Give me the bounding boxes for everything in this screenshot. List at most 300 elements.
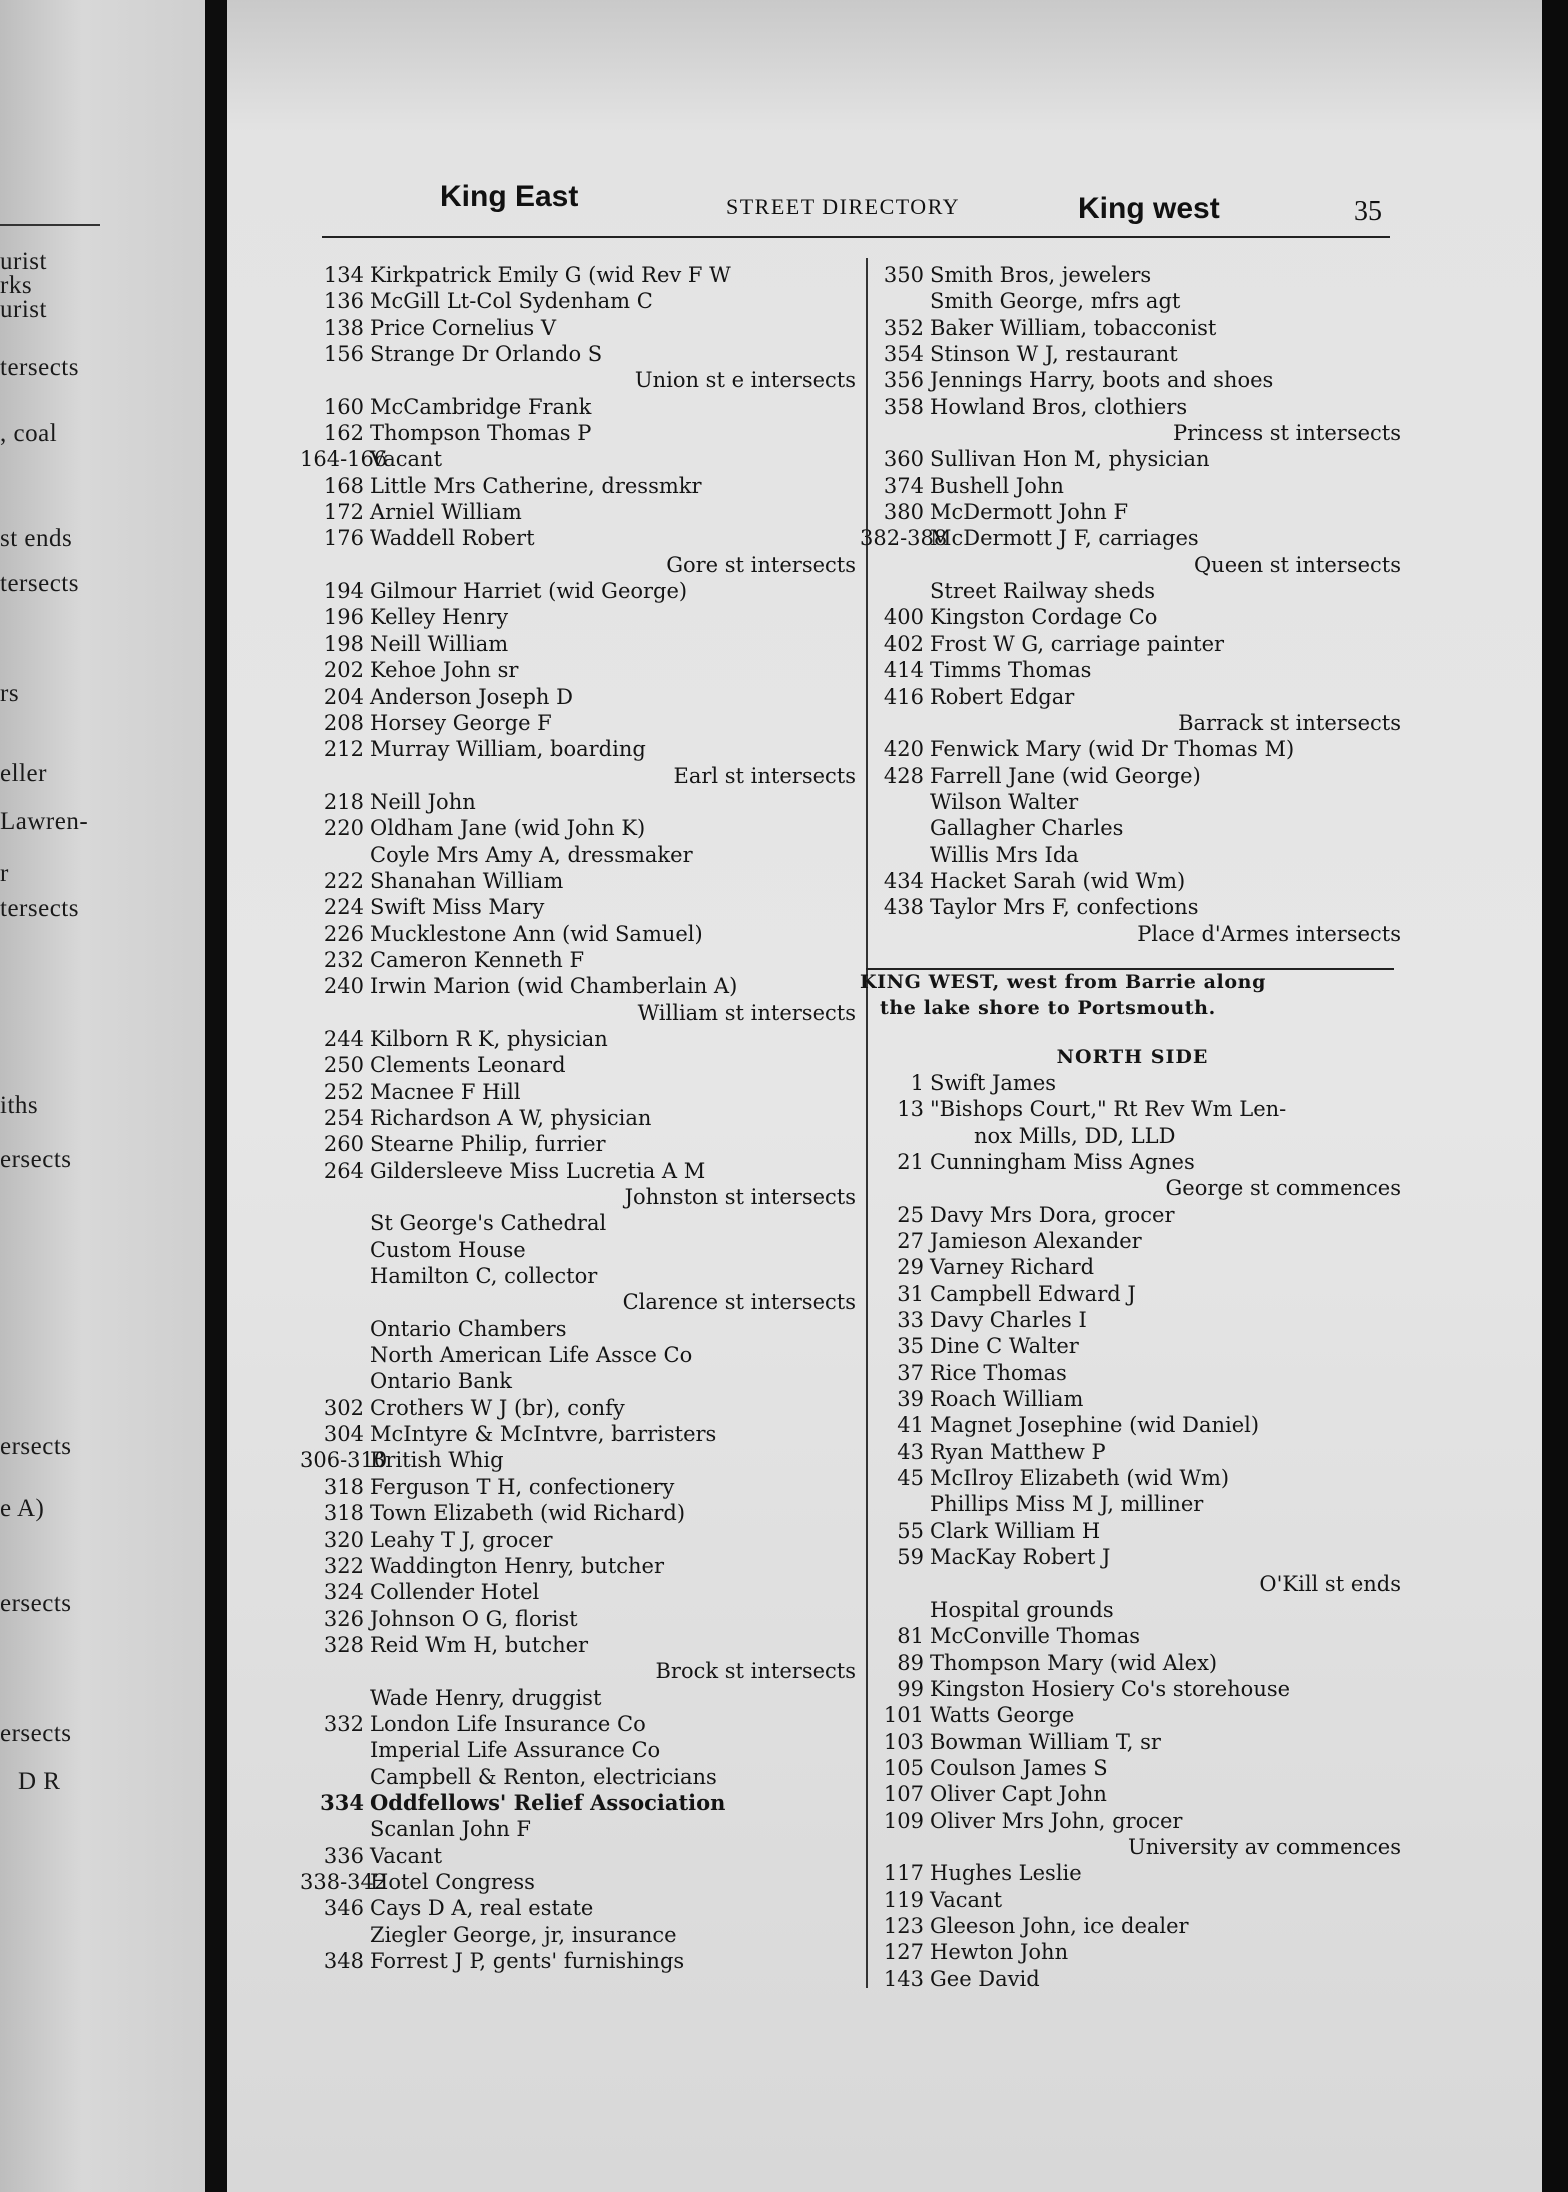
cross-street-line xyxy=(860,921,1405,947)
entry-text: Imperial Life Assurance Co xyxy=(370,1738,661,1763)
street-number: 222 xyxy=(323,868,364,893)
street-number: 434 xyxy=(883,868,924,893)
directory-entry xyxy=(860,1860,1405,1886)
cross-street-line xyxy=(860,420,1405,446)
entry-text: Cays D A, real estate xyxy=(370,1896,594,1921)
directory-entry xyxy=(300,1368,860,1394)
cross-street-line xyxy=(300,1184,860,1210)
street-number: 212 xyxy=(323,737,364,762)
street-number: 306-310 xyxy=(300,1448,388,1473)
directory-entry xyxy=(860,1281,1405,1307)
street-number: 400 xyxy=(883,605,924,630)
margin-fragment: D R xyxy=(18,1768,61,1795)
directory-entry xyxy=(300,1474,860,1500)
entry-text: Watts George xyxy=(930,1703,1075,1728)
margin-fragment: r xyxy=(0,860,9,887)
street-number: 252 xyxy=(323,1079,364,1104)
directory-entry xyxy=(300,1421,860,1447)
entry-text: Willis Mrs Ida xyxy=(930,842,1079,867)
street-number: 334 xyxy=(320,1789,364,1815)
street-number: 360 xyxy=(883,447,924,472)
entry-text: Gee David xyxy=(930,1966,1040,1991)
street-number: 196 xyxy=(323,605,364,630)
directory-entry xyxy=(300,499,860,525)
street-number: 220 xyxy=(323,816,364,841)
entry-text: Ferguson T H, confectionery xyxy=(370,1474,675,1499)
entry-text: Reid Wm H, butcher xyxy=(370,1632,589,1657)
cross-street-line xyxy=(300,552,860,578)
entry-text: Vacant xyxy=(370,1843,443,1868)
entry-text: Shanahan William xyxy=(370,868,564,893)
directory-entry xyxy=(300,631,860,657)
street-number: 328 xyxy=(323,1632,364,1657)
street-number: 168 xyxy=(323,473,364,498)
entry-text: Gallagher Charles xyxy=(930,816,1124,841)
directory-entry xyxy=(860,1676,1405,1702)
street-number: 414 xyxy=(883,658,924,683)
street-number: 41 xyxy=(897,1413,924,1438)
directory-entry xyxy=(300,578,860,604)
entry-text: St George's Cathedral xyxy=(370,1211,607,1236)
left-column xyxy=(300,262,860,1974)
street-number: 29 xyxy=(897,1255,924,1280)
street-number: 89 xyxy=(897,1650,924,1675)
directory-entry xyxy=(300,1316,860,1342)
street-number: 260 xyxy=(323,1132,364,1157)
directory-entry xyxy=(860,1022,1405,1044)
directory-entry xyxy=(300,1158,860,1184)
directory-entry xyxy=(860,1070,1405,1096)
directory-entry xyxy=(300,815,860,841)
directory-entry xyxy=(300,973,860,999)
street-number: 136 xyxy=(323,289,364,314)
directory-entry xyxy=(860,499,1405,525)
street-number: 354 xyxy=(883,342,924,367)
scan-border xyxy=(1542,0,1568,2192)
street-number: 160 xyxy=(323,394,364,419)
directory-entry xyxy=(860,1491,1405,1517)
directory-entry xyxy=(860,1096,1405,1122)
directory-entry xyxy=(300,1948,860,1974)
street-number: 37 xyxy=(897,1360,924,1385)
entry-text: Hospital grounds xyxy=(930,1597,1114,1622)
directory-entry xyxy=(860,1228,1405,1254)
entry-text: Kelley Henry xyxy=(370,605,509,630)
adjacent-page-rule xyxy=(0,224,100,226)
street-number: 346 xyxy=(323,1896,364,1921)
entry-text: Smith Bros, jewelers xyxy=(930,263,1152,287)
entry-text: Oliver Mrs John, grocer xyxy=(930,1808,1183,1833)
running-head-left: King East xyxy=(440,180,579,213)
entry-text: Princess st intersects xyxy=(1172,421,1401,446)
street-number: 194 xyxy=(323,579,364,604)
entry-text: Cunningham Miss Agnes xyxy=(930,1150,1195,1174)
cross-street-line xyxy=(300,763,860,789)
entry-text: Bowman William T, sr xyxy=(930,1729,1161,1754)
entry-text: Fenwick Mary (wid Dr Thomas M) xyxy=(930,737,1295,762)
street-number: 356 xyxy=(883,368,924,393)
margin-fragment: e A) xyxy=(0,1495,45,1522)
entry-text: NORTH SIDE xyxy=(1056,1045,1209,1068)
entry-text: Farrell Jane (wid George) xyxy=(930,763,1201,788)
entry-text: Taylor Mrs F, confections xyxy=(930,895,1199,920)
margin-fragment: Lawren- xyxy=(0,808,89,835)
entry-text: British Whig xyxy=(370,1448,504,1473)
margin-fragment: tersects xyxy=(0,895,79,922)
cross-street-line xyxy=(860,1175,1405,1201)
directory-entry xyxy=(860,1966,1405,1992)
directory-entry xyxy=(300,288,860,314)
directory-entry xyxy=(860,1149,1405,1175)
entry-text: Kilborn R K, physician xyxy=(370,1026,608,1051)
street-number: 143 xyxy=(883,1966,924,1991)
street-number: 350 xyxy=(883,263,924,287)
directory-entry xyxy=(300,947,860,973)
cross-street-line xyxy=(300,1289,860,1315)
entry-text: Wilson Walter xyxy=(930,789,1079,814)
entry-text: Vacant xyxy=(930,1887,1003,1912)
street-number: 13 xyxy=(897,1097,924,1122)
entry-text: McCambridge Frank xyxy=(370,394,592,419)
entry-text: Oliver Capt John xyxy=(930,1782,1107,1807)
street-number: 101 xyxy=(883,1703,924,1728)
directory-entry xyxy=(300,1500,860,1526)
entry-text: Queen st intersects xyxy=(1193,552,1401,577)
entry-text: McIntyre & McIntvre, barristers xyxy=(370,1422,717,1447)
margin-fragment: rks xyxy=(0,272,33,299)
street-number: 81 xyxy=(897,1624,924,1649)
entry-text: Street Railway sheds xyxy=(930,579,1156,604)
entry-text: Barrack st intersects xyxy=(1178,710,1401,735)
cross-street-line xyxy=(300,1000,860,1026)
directory-entry xyxy=(860,394,1405,420)
directory-entry xyxy=(300,1395,860,1421)
directory-entry xyxy=(300,341,860,367)
directory-entry xyxy=(300,1843,860,1869)
entry-text: Swift Miss Mary xyxy=(370,895,545,920)
directory-entry xyxy=(300,1079,860,1105)
street-number: 35 xyxy=(897,1334,924,1359)
entry-text: O'Kill st ends xyxy=(1259,1571,1401,1596)
entry-text: Hamilton C, collector xyxy=(370,1264,598,1289)
street-number: 348 xyxy=(323,1949,364,1973)
directory-entry xyxy=(300,1737,860,1763)
street-number: 27 xyxy=(897,1229,924,1254)
directory-entry xyxy=(860,789,1405,815)
entry-text: Jamieson Alexander xyxy=(930,1229,1142,1254)
entry-text: Strange Dr Orlando S xyxy=(370,342,603,367)
entry-text: Johnston st intersects xyxy=(624,1185,856,1210)
street-number: 156 xyxy=(323,342,364,367)
entry-text: Scanlan John F xyxy=(370,1817,531,1842)
directory-entry xyxy=(860,1729,1405,1755)
entry-text: Mucklestone Ann (wid Samuel) xyxy=(370,921,703,946)
street-number: 322 xyxy=(323,1553,364,1578)
directory-entry xyxy=(860,1386,1405,1412)
directory-entry xyxy=(860,1808,1405,1834)
entry-text: Campbell & Renton, electricians xyxy=(370,1764,717,1789)
entry-text: Macnee F Hill xyxy=(370,1079,521,1104)
margin-fragment: urist xyxy=(0,296,47,323)
street-number: 31 xyxy=(897,1281,924,1306)
street-number: 226 xyxy=(323,921,364,946)
header-rule xyxy=(322,236,1390,238)
margin-fragment: iths xyxy=(0,1092,39,1119)
directory-entry xyxy=(860,315,1405,341)
directory-entry xyxy=(300,1711,860,1737)
entry-text: Custom House xyxy=(370,1237,526,1262)
directory-entry xyxy=(860,947,1405,969)
directory-entry xyxy=(860,1544,1405,1570)
entry-text: Smith George, mfrs agt xyxy=(930,289,1181,314)
entry-text: Earl st intersects xyxy=(673,763,856,788)
street-number: 254 xyxy=(323,1106,364,1130)
entry-text: Collender Hotel xyxy=(370,1580,540,1605)
directory-entry xyxy=(300,420,860,446)
entry-text: London Life Insurance Co xyxy=(370,1711,646,1736)
directory-entry xyxy=(860,367,1405,393)
directory-entry xyxy=(860,1202,1405,1228)
entry-text: Kehoe John sr xyxy=(370,658,519,683)
directory-entry xyxy=(860,684,1405,710)
street-number: 134 xyxy=(323,263,364,287)
entry-text: McIlroy Elizabeth (wid Wm) xyxy=(930,1466,1230,1491)
directory-entry xyxy=(860,1913,1405,1939)
directory-entry xyxy=(860,578,1405,604)
directory-entry xyxy=(860,1702,1405,1728)
entry-text: Forrest J P, gents' furnishings xyxy=(370,1949,685,1973)
entry-text: McConville Thomas xyxy=(930,1624,1140,1649)
directory-entry xyxy=(860,815,1405,841)
directory-entry xyxy=(860,1254,1405,1280)
directory-entry xyxy=(300,710,860,736)
street-number: 324 xyxy=(323,1580,364,1605)
margin-fragment: rs xyxy=(0,680,20,707)
entry-text: Neill William xyxy=(370,631,509,656)
entry-text: McGill Lt-Col Sydenham C xyxy=(370,289,653,314)
entry-text: Hotel Congress xyxy=(370,1869,535,1894)
street-number: 25 xyxy=(897,1202,924,1227)
directory-entry xyxy=(860,1412,1405,1438)
street-number: 232 xyxy=(323,947,364,972)
street-number: 55 xyxy=(897,1518,924,1543)
entry-text: Crothers W J (br), confy xyxy=(370,1395,625,1420)
directory-entry xyxy=(300,736,860,762)
street-number: 420 xyxy=(883,737,924,762)
margin-fragment: ersects xyxy=(0,1146,72,1173)
street-number: 39 xyxy=(897,1387,924,1412)
directory-entry xyxy=(300,1632,860,1658)
directory-entry xyxy=(860,763,1405,789)
directory-entry xyxy=(300,446,860,472)
directory-entry xyxy=(860,1939,1405,1965)
directory-entry xyxy=(860,1650,1405,1676)
cross-street-line xyxy=(860,1834,1405,1860)
street-number: 318 xyxy=(323,1474,364,1499)
entry-text: Stearne Philip, furrier xyxy=(370,1132,606,1157)
entry-text: Kirkpatrick Emily G (wid Rev F W xyxy=(370,263,731,287)
directory-entry xyxy=(300,1105,860,1131)
street-number: 105 xyxy=(883,1755,924,1780)
directory-entry xyxy=(860,995,1405,1021)
entry-text: Brock st intersects xyxy=(655,1659,856,1684)
street-number: 302 xyxy=(323,1395,364,1420)
street-number: 326 xyxy=(323,1606,364,1631)
entry-text: Ziegler George, jr, insurance xyxy=(370,1922,677,1947)
right-column xyxy=(860,262,1405,1992)
entry-text: Davy Charles I xyxy=(930,1308,1087,1333)
entry-text: Roach William xyxy=(930,1387,1084,1412)
street-number: 109 xyxy=(883,1808,924,1833)
street-number: 218 xyxy=(323,789,364,814)
street-number: 59 xyxy=(897,1545,924,1570)
directory-entry xyxy=(860,657,1405,683)
street-number: 99 xyxy=(897,1676,924,1701)
entry-text: Clements Leonard xyxy=(370,1053,566,1078)
book-gutter xyxy=(205,0,227,2192)
entry-text: University av commences xyxy=(1128,1834,1401,1859)
entry-text: Hacket Sarah (wid Wm) xyxy=(930,868,1186,893)
entry-text: Swift James xyxy=(930,1070,1057,1095)
cross-street-line xyxy=(300,367,860,393)
cross-street-line xyxy=(860,552,1405,578)
directory-entry xyxy=(860,631,1405,657)
margin-fragment: eller xyxy=(0,760,47,787)
entry-text: Anderson Joseph D xyxy=(370,684,573,709)
directory-entry xyxy=(300,1553,860,1579)
directory-entry xyxy=(300,894,860,920)
directory-entry xyxy=(300,1869,860,1895)
entry-text: Richardson A W, physician xyxy=(370,1106,652,1130)
directory-entry xyxy=(860,1123,1405,1149)
street-number: 380 xyxy=(883,500,924,525)
street-number: 138 xyxy=(323,315,364,340)
entry-text: Jennings Harry, boots and shoes xyxy=(930,368,1274,393)
directory-entry xyxy=(860,1465,1405,1491)
directory-entry xyxy=(300,1026,860,1052)
street-number: 382-388 xyxy=(860,526,948,551)
directory-entry xyxy=(300,657,860,683)
entry-text: Little Mrs Catherine, dressmkr xyxy=(370,473,702,498)
directory-entry xyxy=(860,341,1405,367)
cross-street-line xyxy=(860,1571,1405,1597)
entry-text: Robert Edgar xyxy=(930,684,1075,709)
directory-entry xyxy=(300,1790,860,1816)
entry-text: McDermott J F, carriages xyxy=(930,526,1199,551)
entry-text: Irwin Marion (wid Chamberlain A) xyxy=(370,974,738,999)
directory-entry xyxy=(300,921,860,947)
entry-text: Waddell Robert xyxy=(370,526,535,551)
margin-fragment: ersects xyxy=(0,1720,72,1747)
street-number: 21 xyxy=(897,1150,924,1174)
directory-entry xyxy=(860,1781,1405,1807)
street-number: 264 xyxy=(323,1158,364,1183)
entry-text: Ontario Chambers xyxy=(370,1316,567,1341)
margin-fragment: tersects xyxy=(0,570,79,597)
section-heading xyxy=(860,1044,1405,1070)
directory-entry xyxy=(300,604,860,630)
entry-text: Thompson Mary (wid Alex) xyxy=(930,1650,1218,1675)
directory-entry xyxy=(300,842,860,868)
directory-entry xyxy=(860,1518,1405,1544)
directory-entry xyxy=(300,789,860,815)
directory-entry xyxy=(860,473,1405,499)
entry-text: McDermott John F xyxy=(930,500,1129,525)
entry-text: Johnson O G, florist xyxy=(370,1606,578,1631)
directory-entry xyxy=(300,1606,860,1632)
entry-text: Dine C Walter xyxy=(930,1334,1079,1359)
street-number: 402 xyxy=(883,631,924,656)
directory-entry xyxy=(860,262,1405,288)
street-number: 162 xyxy=(323,421,364,446)
directory-entry xyxy=(300,1342,860,1368)
entry-text: Rice Thomas xyxy=(930,1360,1067,1385)
margin-fragment: , coal xyxy=(0,420,58,447)
street-number: 204 xyxy=(323,684,364,709)
street-number: 428 xyxy=(883,763,924,788)
directory-entry xyxy=(300,315,860,341)
street-number: 117 xyxy=(883,1861,924,1886)
margin-fragment: ersects xyxy=(0,1590,72,1617)
street-number: 103 xyxy=(883,1729,924,1754)
running-head-right: King west xyxy=(1078,192,1220,225)
street-number: 43 xyxy=(897,1439,924,1464)
entry-text: Gore st intersects xyxy=(666,552,856,577)
directory-entry xyxy=(860,842,1405,868)
margin-fragment: ersects xyxy=(0,1433,72,1460)
directory-entry xyxy=(860,446,1405,472)
directory-entry xyxy=(860,894,1405,920)
directory-entry xyxy=(860,288,1405,314)
entry-text: Ryan Matthew P xyxy=(930,1439,1106,1464)
street-number: 224 xyxy=(323,895,364,920)
entry-text: Davy Mrs Dora, grocer xyxy=(930,1202,1175,1227)
entry-text: Kingston Cordage Co xyxy=(930,605,1158,630)
cross-street-line xyxy=(860,710,1405,736)
directory-entry xyxy=(860,1439,1405,1465)
entry-text: the lake shore to Portsmouth. xyxy=(880,997,1216,1020)
street-number: 176 xyxy=(323,526,364,551)
margin-fragment: st ends xyxy=(0,525,73,552)
directory-entry xyxy=(860,1307,1405,1333)
entry-text: Vacant xyxy=(370,447,443,472)
street-number: 172 xyxy=(323,500,364,525)
street-number: 320 xyxy=(323,1527,364,1552)
street-number: 1 xyxy=(910,1070,924,1095)
directory-entry xyxy=(300,1210,860,1236)
entry-text: Hewton John xyxy=(930,1940,1069,1965)
directory-entry xyxy=(300,473,860,499)
directory-entry xyxy=(860,604,1405,630)
margin-fragment: urist xyxy=(0,248,47,275)
directory-entry xyxy=(860,1360,1405,1386)
entry-text: Frost W G, carriage painter xyxy=(930,631,1225,656)
entry-text: Leahy T J, grocer xyxy=(370,1527,553,1552)
entry-text: Coulson James S xyxy=(930,1755,1108,1780)
directory-entry xyxy=(860,1623,1405,1649)
street-number: 198 xyxy=(323,631,364,656)
entry-text: Place d'Armes intersects xyxy=(1137,921,1401,946)
entry-text: Oddfellows' Relief Association xyxy=(370,1789,726,1815)
entry-text: Kingston Hosiery Co's storehouse xyxy=(930,1676,1291,1701)
directory-entry xyxy=(860,525,1405,551)
running-head-title: STREET DIRECTORY xyxy=(726,194,961,219)
directory-entry xyxy=(300,1527,860,1553)
directory-entry xyxy=(300,1922,860,1948)
entry-text: KING WEST, west from Barrie along xyxy=(860,970,1266,993)
entry-text: Cameron Kenneth F xyxy=(370,947,585,972)
street-number: 240 xyxy=(323,974,364,999)
